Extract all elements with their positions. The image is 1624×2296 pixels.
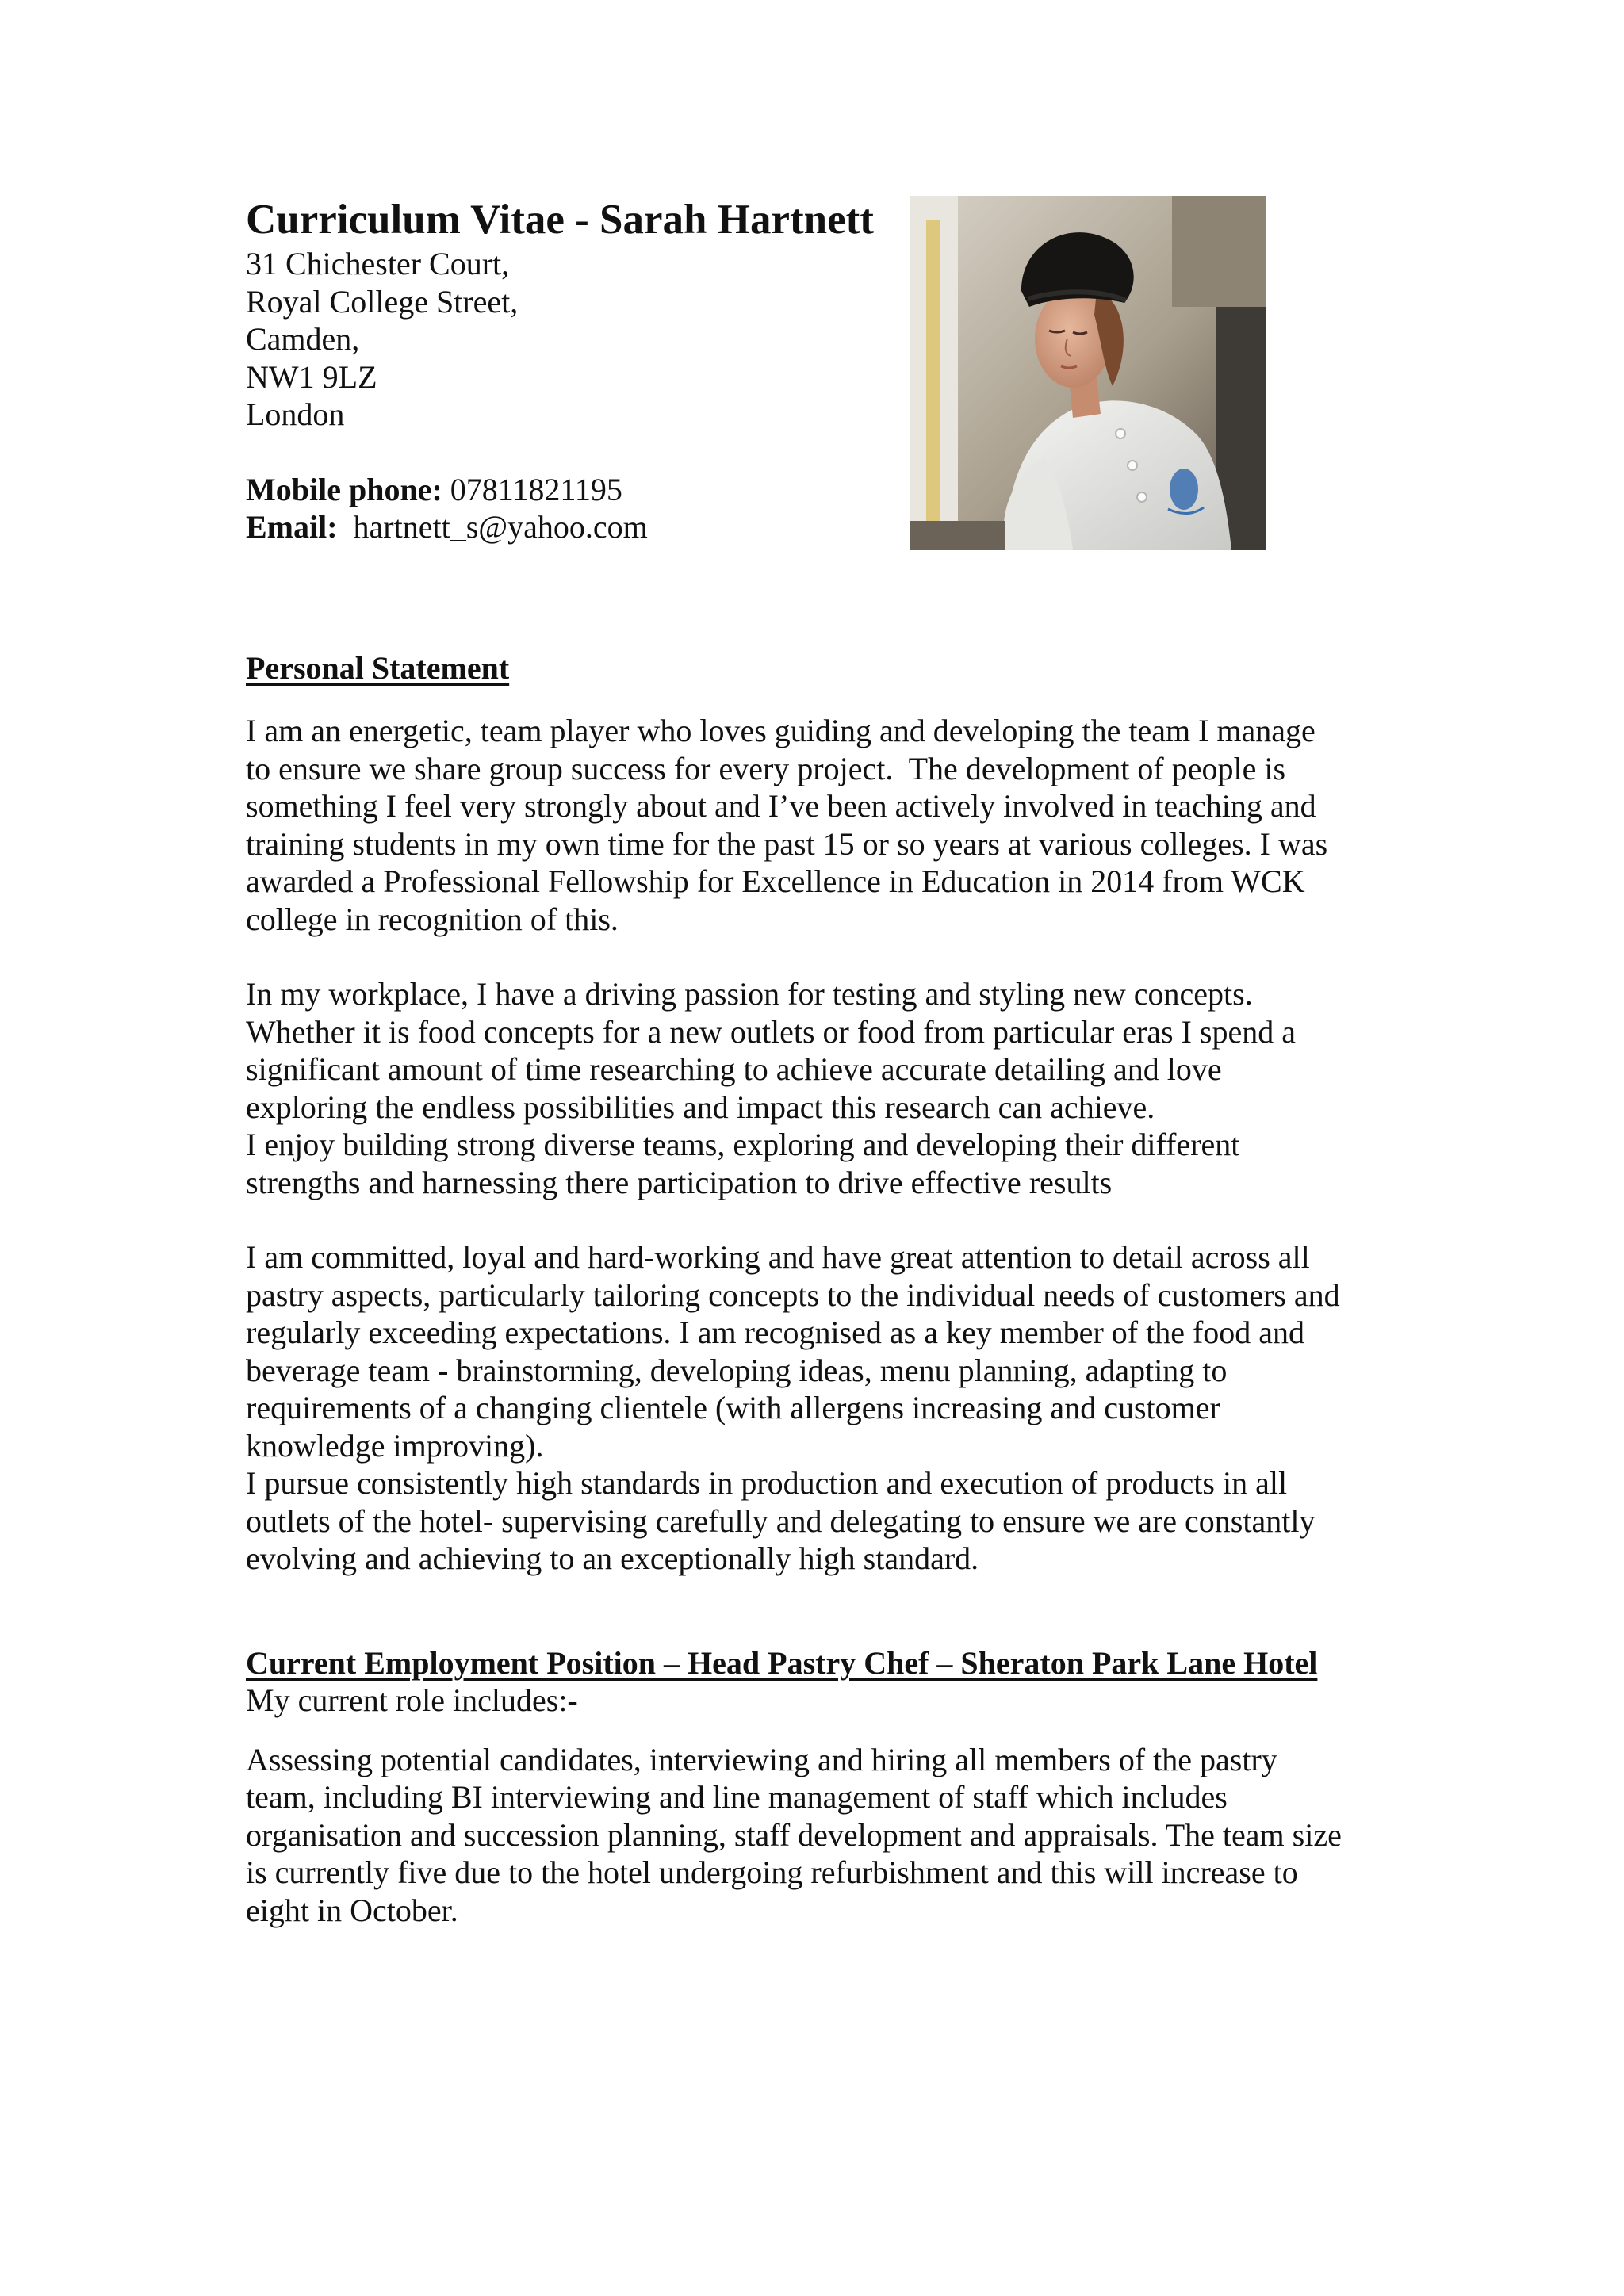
text-line: team, including BI interviewing and line management of staff which includes — [246, 1779, 1228, 1815]
email-value: hartnett_s@yahoo.com — [337, 509, 648, 545]
mobile-label: Mobile phone: — [246, 471, 442, 507]
employment-intro: My current role includes:- — [246, 1682, 578, 1718]
statement-paragraph — [246, 712, 1404, 938]
text-line: strengths and harnessing there participation to drive effective results — [246, 1164, 1113, 1200]
address-line: Royal College Street, — [246, 283, 519, 320]
text-line: something I feel very strongly about and I’ve been actively involved in teaching and — [246, 788, 1316, 824]
address-line: Camden, — [246, 321, 360, 357]
text-line: awarded a Professional Fellowship for Excellence in Education in 2014 from WCK — [246, 863, 1305, 899]
text-line: eight in October. — [246, 1892, 458, 1928]
text-line: is currently five due to the hotel undergoing refurbishment and this will increase to — [246, 1854, 1298, 1890]
employment-heading: Current Employment Position – Head Pastry Chef – Sheraton Park Lane Hotel — [246, 1644, 1318, 1681]
text-line: I am an energetic, team player who loves guiding and developing the team I manage — [246, 713, 1316, 748]
text-line: college in recognition of this. — [246, 901, 619, 937]
text-line: In my workplace, I have a driving passion for testing and styling new concepts. — [246, 976, 1253, 1012]
address-line: NW1 9LZ — [246, 358, 377, 395]
text-line: to ensure we share group success for every project. The development of people is — [246, 750, 1286, 786]
text-line: evolving and achieving to an exceptionally high standard. — [246, 1540, 979, 1576]
text-line: exploring the endless possibilities and impact this research can achieve. — [246, 1089, 1155, 1125]
text-line: regularly exceeding expectations. I am recognised as a key member of the food and — [246, 1314, 1305, 1350]
text-line: I enjoy building strong diverse teams, exploring and developing their different — [246, 1127, 1240, 1162]
chef-portrait-photo — [910, 196, 1266, 550]
text-line: organisation and succession planning, staff development and appraisals. The team size — [246, 1816, 1342, 1853]
email-label: Email: — [246, 509, 338, 545]
text-line: knowledge improving). — [246, 1427, 544, 1464]
text-line: beverage team - brainstorming, developing ideas, menu planning, adapting to — [246, 1352, 1228, 1388]
page-title: Curriculum Vitae - Sarah Hartnett — [246, 197, 874, 243]
text-line: pastry aspects, particularly tailoring concepts to the individual needs of customers and — [246, 1276, 1340, 1313]
text-line: I am committed, loyal and hard-working and have great attention to detail across all — [246, 1239, 1310, 1275]
text-line: training students in my own time for the past 15 or so years at various colleges. I was — [246, 825, 1328, 862]
text-line: significant amount of time researching to achieve accurate detailing and love — [246, 1051, 1222, 1087]
text-line: Whether it is food concepts for a new outlets or food from particular eras I spend a — [246, 1013, 1296, 1050]
address-line: 31 Chichester Court, — [246, 246, 510, 281]
mobile-value: 07811821195 — [442, 471, 622, 507]
address-line: London — [246, 396, 345, 432]
text-line: I pursue consistently high standards in production and execution of products in all — [246, 1465, 1288, 1501]
text-line: Assessing potential candidates, interviewing and hiring all members of the pastry — [246, 1741, 1277, 1777]
statement-paragraph — [246, 1238, 1404, 1578]
personal-statement-heading: Personal Statement — [246, 649, 510, 686]
statement-paragraph — [246, 975, 1404, 1201]
text-line: requirements of a changing clientele (with allergens increasing and customer — [246, 1390, 1220, 1425]
text-line: outlets of the hotel- supervising carefully and delegating to ensure we are constantly — [246, 1502, 1316, 1539]
employment-paragraph — [246, 1741, 1404, 1930]
